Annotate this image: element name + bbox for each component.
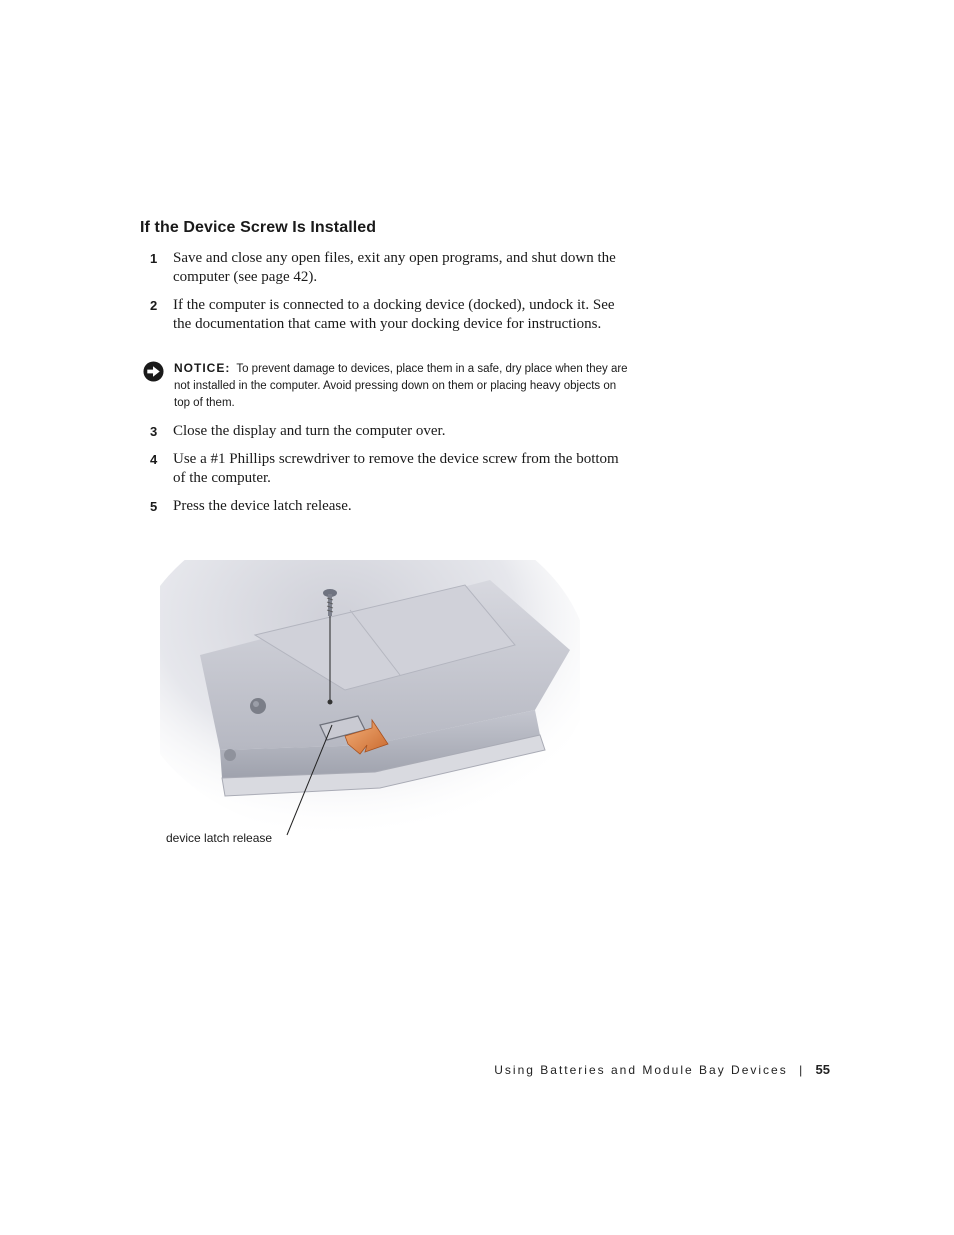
laptop-underside-illustration [160,560,580,860]
step-number: 5 [150,499,158,514]
step-number: 3 [150,424,158,439]
footer-separator: | [799,1063,803,1077]
notice-text: To prevent damage to devices, place them in a safe, dry place when they are not installed in the computer. Avoid pressing down on them or placing heavy objects on top of them. [174,363,628,409]
step-text: If the computer is connected to a docking device (docked), undock it. See the documentation that came with your docking device for instructions. [173,297,615,332]
step-text: Close the display and turn the computer over. [173,423,446,439]
page-footer [494,1062,830,1077]
step-number: 4 [150,452,158,467]
notice-label: NOTICE: [174,361,231,375]
chapter-title: Using Batteries and Module Bay Devices [494,1063,788,1077]
rubber-foot-highlight [253,701,259,707]
notice-arrow-icon [143,361,164,382]
step-text: Press the device latch release. [173,498,352,514]
section-title: If the Device Screw Is Installed [140,219,377,236]
step-text: Save and close any open files, exit any open programs, and shut down the computer (see page 42). [173,250,616,285]
side-button [224,749,236,761]
step-text: Use a #1 Phillips screwdriver to remove the device screw from the bottom of the computer. [173,451,619,486]
step-number: 1 [150,251,158,266]
notice-text-block [174,360,630,412]
page-number: 55 [815,1062,830,1077]
screw-hole [328,700,333,705]
step-number: 2 [150,298,158,313]
callout-label: device latch release [166,831,273,845]
